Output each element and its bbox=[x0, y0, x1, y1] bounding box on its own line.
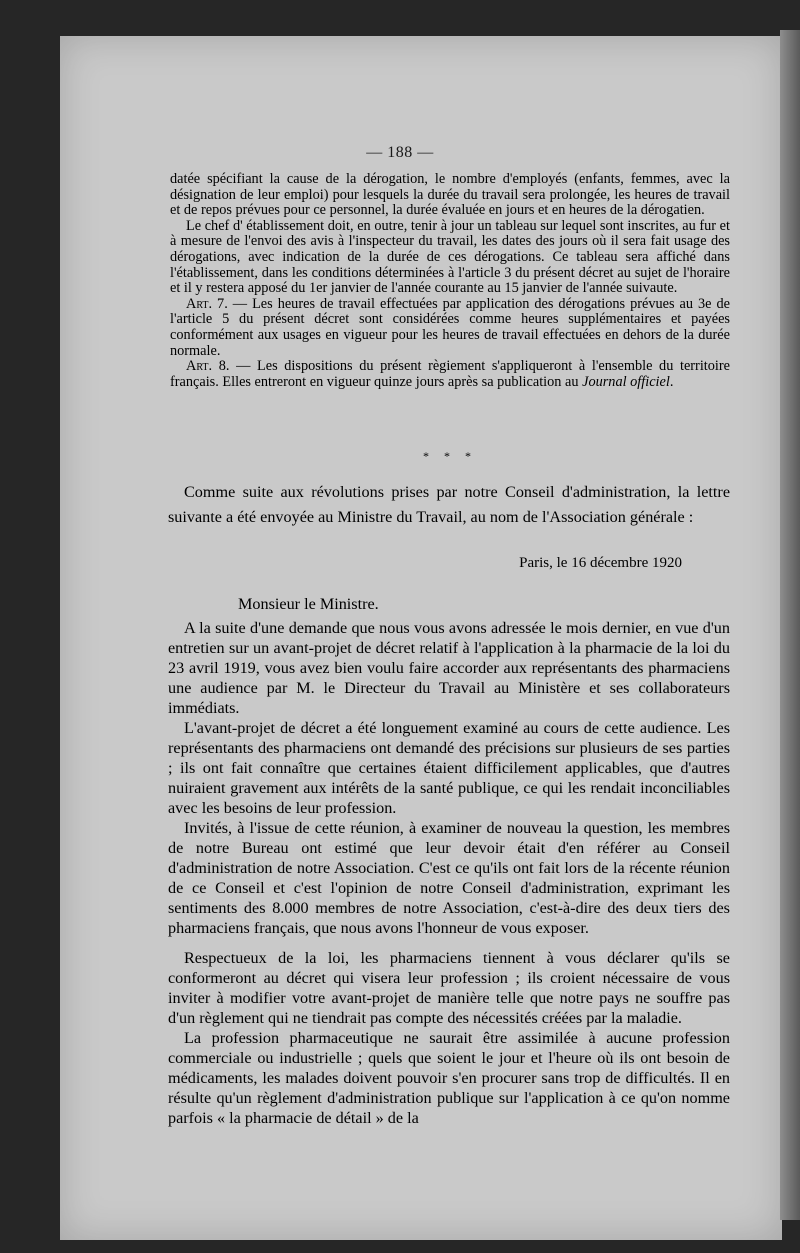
decree-text-block bbox=[170, 172, 730, 390]
decree-paragraph: datée spécifiant la cause de la dérogation, le nombre d'employés (enfants, femmes, avec la désignation de leur emploi) pour lesquels la durée du travail sera prolongée, les heures de travail et de repos prévues pour ce personnel, la durée évaluée en jours et en heures de la dérogatien. bbox=[170, 171, 730, 219]
letter-body bbox=[168, 618, 730, 1128]
letter-salutation: Monsieur le Ministre. bbox=[238, 595, 379, 613]
letter-paragraph: La profession pharmaceutique ne saurait être assimilée à aucune profession commerciale ou industrielle ; quels que soient le jour et l'heure où ils ont besoin de médicaments, les malades doivent pouvoir s'en procurer sans trop de difficultés. Il en résulte qu'un règlement d'administration publique sur l'application à ce qu'on nomme parfois « la pharmacie de détail » de la bbox=[168, 1029, 730, 1127]
intro-text: Comme suite aux révolutions prises par notre Conseil d'administration, la lettre suivante a été envoyée au Ministre du Travail, au nom de l'Association générale : bbox=[168, 483, 730, 526]
decree-paragraph: Le chef d' établissement doit, en outre, tenir à jour un tableau sur lequel sont inscrites, au fur et à mesure de l'envoi des avis à l'inspecteur du travail, les dates des jours où il sera fait usage des dérogations, avec indication de la durée de ces dérogations. Ce tableau sera affiché dans l'établissement, dans les conditions déterminées à l'article 3 du présent décret au sujet de l'horaire et il y restera apposé du 1er janvier de l'année courante au 15 janvier de l'année suivaute. bbox=[170, 217, 730, 297]
letter-paragraph: A la suite d'une demande que nous vous avons adressée le mois dernier, en vue d'un entretien sur un avant-projet de décret relatif à l'application à la pharmacie de la loi du 23 avril 1919, vous avez bien voulu faire accorder aux représentants des pharmaciens une audience par M. le Directeur du Travail au Ministère et ses collaborateurs immédiats. bbox=[168, 619, 730, 717]
article-8 bbox=[170, 359, 730, 390]
letter-paragraph: Invités, à l'issue de cette réunion, à examiner de nouveau la question, les membres de notre Bureau ont estimé que leur devoir était d'en référer au Conseil d'administration de notre Association. C'est ce qu'ils ont fait lors de la récente réunion de ce Conseil et c'est l'opinion de notre Conseil d'administration, exprimant les sentiments des 8.000 membres de notre Association, c'est-à-dire des deux tiers des pharmaciens français, que nous avons l'honneur de vous exposer. bbox=[168, 819, 730, 937]
letter-dateline: Paris, le 16 décembre 1920 bbox=[519, 555, 682, 571]
article-label: Art. 7. bbox=[186, 295, 228, 312]
article-text: — Les heures de travail effectuées par application des dérogations prévues au 3e de l'article 5 du présent décret sont considérées comme heures supplémentaires et payées conformément aux usages en vigueur pour les heures de travail effectuées en dehors de la durée normale. bbox=[170, 295, 730, 359]
intro-paragraph bbox=[168, 480, 730, 530]
page-number: — 188 — bbox=[366, 144, 434, 161]
page-edge bbox=[780, 30, 800, 1220]
article-text: — Les dispositions du présent règiement s'appliqueront à l'ensemble du territoire français. Elles entreront en vigueur quinze jours après sa publication au bbox=[170, 358, 730, 390]
letter-paragraph: L'avant-projet de décret a été longuement examiné au cours de cette audience. Les représentants des pharmaciens ont demandé des précisions sur plusieurs de ses parties ; ils ont fait connaître que certaines étaient difficilement applicables, que d'autres nuiraient gravement aux intérêts de la santé publique, ce qui les rendait inconciliables avec les besoins de leur profession. bbox=[168, 719, 730, 817]
letter-paragraph: Respectueux de la loi, les pharmaciens tiennent à vous déclarer qu'ils se conformeront au décret qui visera leur profession ; ils croient nécessaire de vous inviter à modifier votre avant-projet de manière telle que notre pays ne souffre pas d'un règlement qui ne tiendrait pas compte des nécessités créées par la maladie. bbox=[168, 949, 730, 1027]
article-7 bbox=[170, 297, 730, 359]
journal-title: Journal officiel bbox=[582, 373, 670, 390]
section-separator: * * * bbox=[423, 449, 477, 463]
article-text-end: . bbox=[669, 373, 674, 390]
article-label: Art. 8. bbox=[186, 358, 230, 375]
